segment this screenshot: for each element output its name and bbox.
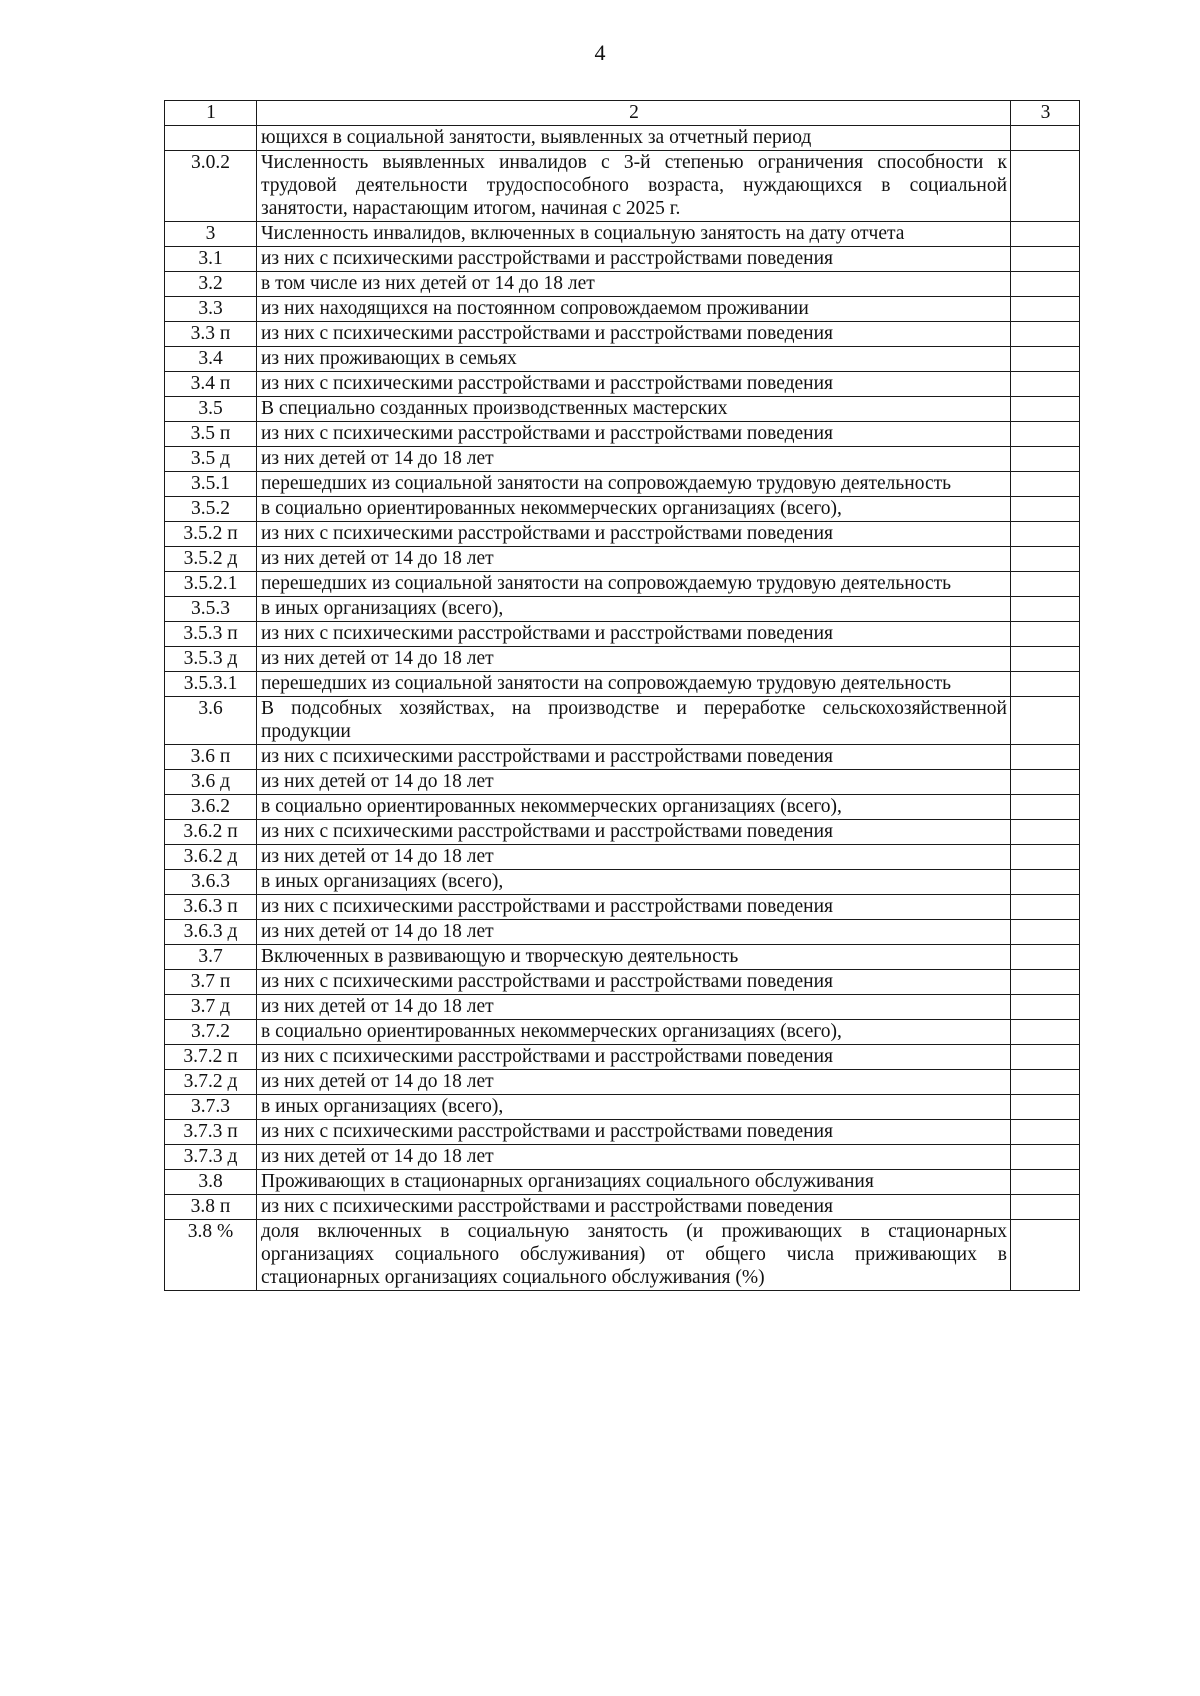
table-row bbox=[165, 1170, 1080, 1195]
row-indicator-cell: из них с психическими расстройствами и расстройствами поведения bbox=[257, 970, 1011, 995]
row-indicator-cell: из них с психическими расстройствами и расстройствами поведения bbox=[257, 247, 1011, 272]
row-value-cell bbox=[1011, 547, 1080, 572]
row-number-cell: 3.5.2 bbox=[165, 497, 257, 522]
table-row bbox=[165, 745, 1080, 770]
report-table bbox=[164, 100, 1080, 1291]
row-number-cell: 3.5.2 д bbox=[165, 547, 257, 572]
table-header-row bbox=[165, 101, 1080, 126]
row-indicator-cell: в социально ориентированных некоммерческих организациях (всего), bbox=[257, 497, 1011, 522]
row-number-cell: 3.7.2 bbox=[165, 1020, 257, 1045]
table-row bbox=[165, 597, 1080, 622]
table-row bbox=[165, 222, 1080, 247]
row-value-cell bbox=[1011, 151, 1080, 222]
row-value-cell bbox=[1011, 1095, 1080, 1120]
row-number-cell: 3.3 п bbox=[165, 322, 257, 347]
row-value-cell bbox=[1011, 920, 1080, 945]
row-number-cell: 3.8 п bbox=[165, 1195, 257, 1220]
row-number-cell: 3.7 д bbox=[165, 995, 257, 1020]
row-indicator-cell: из них с психическими расстройствами и расстройствами поведения bbox=[257, 322, 1011, 347]
row-value-cell bbox=[1011, 647, 1080, 672]
row-number-cell: 3.6 bbox=[165, 697, 257, 745]
table-row bbox=[165, 397, 1080, 422]
row-number-cell: 3.4 п bbox=[165, 372, 257, 397]
row-value-cell bbox=[1011, 372, 1080, 397]
row-number-cell: 3.5.3 д bbox=[165, 647, 257, 672]
table-row bbox=[165, 447, 1080, 472]
row-value-cell bbox=[1011, 995, 1080, 1020]
row-indicator-cell: из них детей от 14 до 18 лет bbox=[257, 447, 1011, 472]
table-row bbox=[165, 995, 1080, 1020]
row-number-cell: 3.5.2.1 bbox=[165, 572, 257, 597]
table-row bbox=[165, 1120, 1080, 1145]
table-row bbox=[165, 1195, 1080, 1220]
row-value-cell bbox=[1011, 622, 1080, 647]
column-header-indicator: 2 bbox=[257, 101, 1011, 126]
column-header-number: 1 bbox=[165, 101, 257, 126]
row-indicator-cell: из них с психическими расстройствами и расстройствами поведения bbox=[257, 895, 1011, 920]
row-value-cell bbox=[1011, 297, 1080, 322]
row-number-cell: 3.5.3 bbox=[165, 597, 257, 622]
table-row bbox=[165, 770, 1080, 795]
row-value-cell bbox=[1011, 970, 1080, 995]
row-number-cell: 3.5.1 bbox=[165, 472, 257, 497]
row-number-cell: 3.7 п bbox=[165, 970, 257, 995]
row-indicator-cell: из них детей от 14 до 18 лет bbox=[257, 995, 1011, 1020]
row-indicator-cell: из них с психическими расстройствами и расстройствами поведения bbox=[257, 1120, 1011, 1145]
row-number-cell: 3.6.2 п bbox=[165, 820, 257, 845]
table-row bbox=[165, 347, 1080, 372]
row-value-cell bbox=[1011, 1220, 1080, 1291]
table-row bbox=[165, 372, 1080, 397]
row-value-cell bbox=[1011, 1045, 1080, 1070]
row-indicator-cell: Проживающих в стационарных организациях социального обслуживания bbox=[257, 1170, 1011, 1195]
row-indicator-cell: из них с психическими расстройствами и расстройствами поведения bbox=[257, 422, 1011, 447]
row-indicator-cell: перешедших из социальной занятости на сопровождаемую трудовую деятельность bbox=[257, 472, 1011, 497]
page-number: 4 bbox=[594, 40, 606, 65]
table-row bbox=[165, 970, 1080, 995]
row-value-cell bbox=[1011, 272, 1080, 297]
row-indicator-cell: из них с психическими расстройствами и расстройствами поведения bbox=[257, 820, 1011, 845]
row-indicator-cell: в социально ориентированных некоммерческих организациях (всего), bbox=[257, 1020, 1011, 1045]
table-row bbox=[165, 1070, 1080, 1095]
table-row bbox=[165, 151, 1080, 222]
row-value-cell bbox=[1011, 522, 1080, 547]
row-number-cell: 3.1 bbox=[165, 247, 257, 272]
column-header-value: 3 bbox=[1011, 101, 1080, 126]
table-row bbox=[165, 672, 1080, 697]
row-indicator-cell: из них детей от 14 до 18 лет bbox=[257, 845, 1011, 870]
row-indicator-cell: из них детей от 14 до 18 лет bbox=[257, 770, 1011, 795]
row-number-cell: 3.6 п bbox=[165, 745, 257, 770]
row-value-cell bbox=[1011, 322, 1080, 347]
table-row bbox=[165, 547, 1080, 572]
table-row bbox=[165, 845, 1080, 870]
row-value-cell bbox=[1011, 697, 1080, 745]
table-row bbox=[165, 870, 1080, 895]
row-indicator-cell: из них детей от 14 до 18 лет bbox=[257, 647, 1011, 672]
row-indicator-cell: доля включенных в социальную занятость (и проживающих в стационарных организациях социального обслуживания) от общего числа приживающих в стационарных организациях социального обслуживания (%) bbox=[257, 1220, 1011, 1291]
row-number-cell: 3.5.3.1 bbox=[165, 672, 257, 697]
row-indicator-cell: ющихся в социальной занятости, выявленных за отчетный период bbox=[257, 126, 1011, 151]
row-indicator-cell: Численность выявленных инвалидов с 3-й степенью ограничения способности к трудовой деятельности трудоспособного возраста, нуждающихся в социальной занятости, нарастающим итогом, начиная с 2025 г. bbox=[257, 151, 1011, 222]
row-indicator-cell: в том числе из них детей от 14 до 18 лет bbox=[257, 272, 1011, 297]
row-number-cell: 3.4 bbox=[165, 347, 257, 372]
row-number-cell: 3.7.3 bbox=[165, 1095, 257, 1120]
row-value-cell bbox=[1011, 247, 1080, 272]
row-value-cell bbox=[1011, 672, 1080, 697]
row-value-cell bbox=[1011, 820, 1080, 845]
row-number-cell: 3.6.2 д bbox=[165, 845, 257, 870]
row-number-cell: 3.3 bbox=[165, 297, 257, 322]
table-row bbox=[165, 272, 1080, 297]
row-indicator-cell: из них с психическими расстройствами и расстройствами поведения bbox=[257, 622, 1011, 647]
row-indicator-cell: Включенных в развивающую и творческую деятельность bbox=[257, 945, 1011, 970]
row-indicator-cell: из них детей от 14 до 18 лет bbox=[257, 1145, 1011, 1170]
row-value-cell bbox=[1011, 795, 1080, 820]
table-row bbox=[165, 297, 1080, 322]
row-value-cell bbox=[1011, 870, 1080, 895]
table-row bbox=[165, 697, 1080, 745]
table-row bbox=[165, 1145, 1080, 1170]
row-number-cell: 3.7.3 п bbox=[165, 1120, 257, 1145]
row-indicator-cell: перешедших из социальной занятости на сопровождаемую трудовую деятельность bbox=[257, 672, 1011, 697]
row-value-cell bbox=[1011, 1070, 1080, 1095]
row-indicator-cell: В подсобных хозяйствах, на производстве и переработке сельскохозяйственной продукции bbox=[257, 697, 1011, 745]
table-row bbox=[165, 945, 1080, 970]
row-value-cell bbox=[1011, 895, 1080, 920]
row-indicator-cell: из них с психическими расстройствами и расстройствами поведения bbox=[257, 372, 1011, 397]
row-number-cell: 3.7.2 д bbox=[165, 1070, 257, 1095]
table-row bbox=[165, 1220, 1080, 1291]
row-number-cell: 3.5 п bbox=[165, 422, 257, 447]
row-number-cell: 3.6.3 bbox=[165, 870, 257, 895]
row-number-cell: 3.5.3 п bbox=[165, 622, 257, 647]
row-value-cell bbox=[1011, 497, 1080, 522]
table-row bbox=[165, 1020, 1080, 1045]
row-indicator-cell: из них детей от 14 до 18 лет bbox=[257, 547, 1011, 572]
row-indicator-cell: в иных организациях (всего), bbox=[257, 870, 1011, 895]
table-row bbox=[165, 622, 1080, 647]
row-value-cell bbox=[1011, 397, 1080, 422]
row-number-cell: 3.5 д bbox=[165, 447, 257, 472]
row-number-cell: 3.6.2 bbox=[165, 795, 257, 820]
row-indicator-cell: из них с психическими расстройствами и расстройствами поведения bbox=[257, 1195, 1011, 1220]
table-row bbox=[165, 472, 1080, 497]
row-number-cell: 3.6.3 д bbox=[165, 920, 257, 945]
table-row bbox=[165, 126, 1080, 151]
table-row bbox=[165, 1095, 1080, 1120]
row-indicator-cell: из них с психическими расстройствами и расстройствами поведения bbox=[257, 745, 1011, 770]
table-row bbox=[165, 247, 1080, 272]
row-indicator-cell: в социально ориентированных некоммерческих организациях (всего), bbox=[257, 795, 1011, 820]
table-row bbox=[165, 522, 1080, 547]
row-number-cell: 3.5 bbox=[165, 397, 257, 422]
row-number-cell: 3.8 % bbox=[165, 1220, 257, 1291]
table-row bbox=[165, 647, 1080, 672]
row-indicator-cell: из них с психическими расстройствами и расстройствами поведения bbox=[257, 522, 1011, 547]
row-number-cell: 3.5.2 п bbox=[165, 522, 257, 547]
row-indicator-cell: из них с психическими расстройствами и расстройствами поведения bbox=[257, 1045, 1011, 1070]
row-indicator-cell: из них детей от 14 до 18 лет bbox=[257, 920, 1011, 945]
table-row bbox=[165, 422, 1080, 447]
row-number-cell: 3.6.3 п bbox=[165, 895, 257, 920]
table-body bbox=[165, 126, 1080, 1291]
row-value-cell bbox=[1011, 472, 1080, 497]
report-table-container bbox=[164, 100, 1079, 1291]
row-number-cell: 3.7 bbox=[165, 945, 257, 970]
row-value-cell bbox=[1011, 1170, 1080, 1195]
row-value-cell bbox=[1011, 845, 1080, 870]
row-indicator-cell: перешедших из социальной занятости на сопровождаемую трудовую деятельность bbox=[257, 572, 1011, 597]
row-value-cell bbox=[1011, 422, 1080, 447]
row-value-cell bbox=[1011, 447, 1080, 472]
row-value-cell bbox=[1011, 347, 1080, 372]
table-row bbox=[165, 795, 1080, 820]
row-value-cell bbox=[1011, 1020, 1080, 1045]
row-value-cell bbox=[1011, 1120, 1080, 1145]
table-row bbox=[165, 572, 1080, 597]
row-number-cell bbox=[165, 126, 257, 151]
row-indicator-cell: В специально созданных производственных мастерских bbox=[257, 397, 1011, 422]
row-value-cell bbox=[1011, 745, 1080, 770]
row-value-cell bbox=[1011, 1145, 1080, 1170]
row-number-cell: 3.2 bbox=[165, 272, 257, 297]
row-value-cell bbox=[1011, 597, 1080, 622]
row-indicator-cell: в иных организациях (всего), bbox=[257, 597, 1011, 622]
row-number-cell: 3 bbox=[165, 222, 257, 247]
table-row bbox=[165, 920, 1080, 945]
row-value-cell bbox=[1011, 1195, 1080, 1220]
row-indicator-cell: из них детей от 14 до 18 лет bbox=[257, 1070, 1011, 1095]
row-number-cell: 3.8 bbox=[165, 1170, 257, 1195]
row-value-cell bbox=[1011, 945, 1080, 970]
row-number-cell: 3.6 д bbox=[165, 770, 257, 795]
row-value-cell bbox=[1011, 770, 1080, 795]
row-value-cell bbox=[1011, 126, 1080, 151]
row-number-cell: 3.7.2 п bbox=[165, 1045, 257, 1070]
row-number-cell: 3.7.3 д bbox=[165, 1145, 257, 1170]
table-row bbox=[165, 322, 1080, 347]
row-indicator-cell: из них находящихся на постоянном сопровождаемом проживании bbox=[257, 297, 1011, 322]
table-row bbox=[165, 1045, 1080, 1070]
row-value-cell bbox=[1011, 572, 1080, 597]
row-indicator-cell: Численность инвалидов, включенных в социальную занятость на дату отчета bbox=[257, 222, 1011, 247]
table-row bbox=[165, 895, 1080, 920]
row-number-cell: 3.0.2 bbox=[165, 151, 257, 222]
row-indicator-cell: в иных организациях (всего), bbox=[257, 1095, 1011, 1120]
row-value-cell bbox=[1011, 222, 1080, 247]
table-row bbox=[165, 820, 1080, 845]
row-indicator-cell: из них проживающих в семьях bbox=[257, 347, 1011, 372]
table-row bbox=[165, 497, 1080, 522]
